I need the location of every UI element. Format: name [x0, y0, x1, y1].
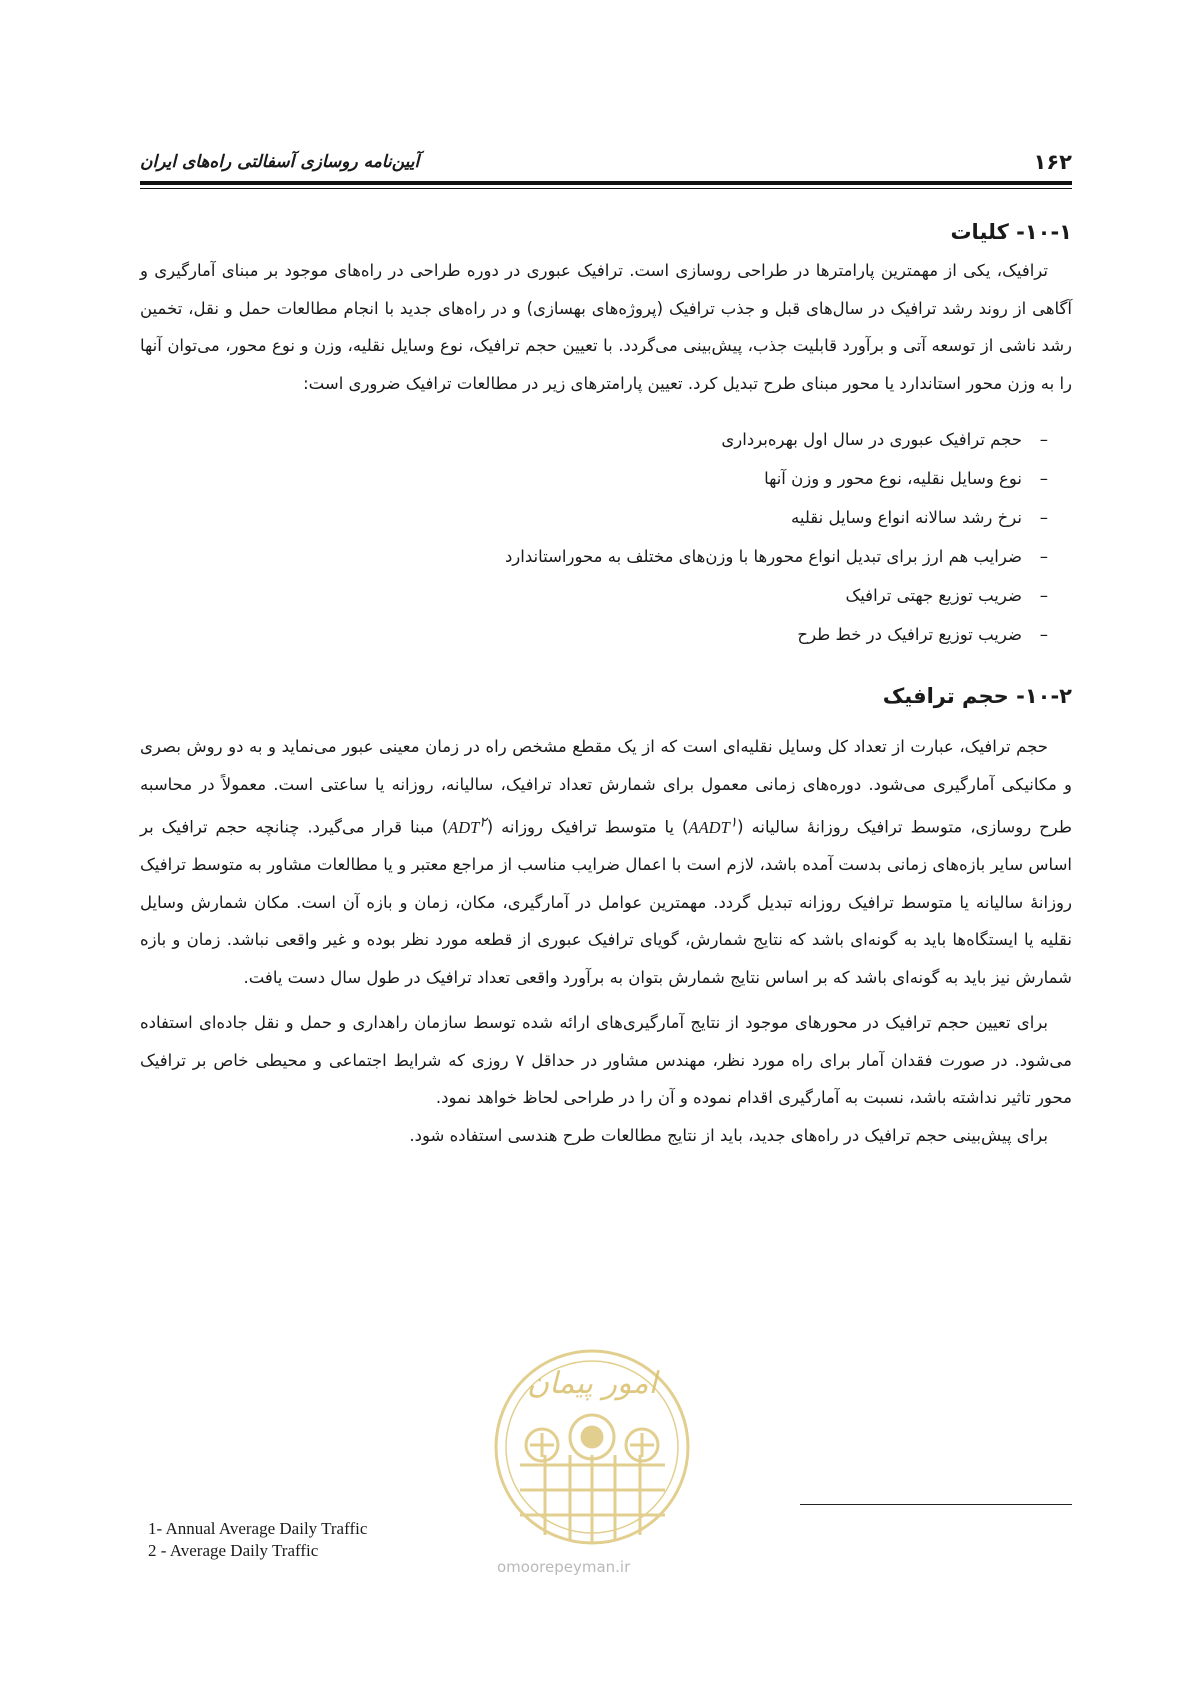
page-number: ۱۶۲ [1033, 150, 1072, 174]
list-item: –نرخ رشد سالانه انواع وسایل نقلیه [140, 498, 1048, 537]
page-header [140, 150, 1072, 180]
svg-text:امور پیمان: امور پیمان [527, 1366, 657, 1401]
footnote-mark-1: ۱ [729, 814, 738, 829]
dash-bullet: – [1039, 430, 1048, 449]
paragraph-existing-roads: برای تعیین حجم ترافیک در محورهای موجود از نتایج آمارگیری‌های ارائه شده توسط سازمان راهداری و حمل و نقل جاده‌ای استفاده می‌شود. در صورت فقدان آمار برای راه مورد نظر، مهندس مشاور در حداقل ۷ روزی که شرایط اجتماعی و محیطی خاص بر ترافیک محور تاثیر نداشته باشد، نسبت به آمارگیری اقدام نموده و آن را در طراحی لحاظ خواهد نمود. [140, 1013, 1072, 1107]
parameter-list [140, 420, 1072, 654]
header-rule-thick [140, 181, 1072, 185]
paragraph-new-roads: برای پیش‌بینی حجم ترافیک در راه‌های جدید، باید از نتایج مطالعات طرح هندسی استفاده شود. [409, 1125, 1048, 1145]
aadt-term: AADT$^۱$ [688, 814, 738, 837]
section-heading-generalities: ۱۰-۱- کلیات [950, 220, 1072, 244]
footnote-1: 1- Annual Average Daily Traffic [148, 1519, 368, 1538]
list-item: –ضرایب هم ارز برای تبدیل انواع محورها با وزن‌های مختلف به محوراستاندارد [140, 537, 1048, 576]
dash-bullet: – [1039, 469, 1048, 488]
list-item: –حجم ترافیک عبوری در سال اول بهره‌برداری [140, 420, 1048, 459]
footnotes [148, 1518, 367, 1562]
dash-bullet: – [1039, 508, 1048, 527]
footnote-separator [800, 1504, 1072, 1505]
watermark-website: omoorepeyman.ir [497, 1558, 631, 1576]
running-title: آیین‌نامه روسازی آسفالتی راه‌های ایران [140, 152, 420, 172]
main-content [140, 212, 1072, 1154]
dash-bullet: – [1039, 586, 1048, 605]
header-rule-thin [140, 188, 1072, 189]
list-item: –ضریب توزیع جهتی ترافیک [140, 576, 1048, 615]
list-item: –ضریب توزیع ترافیک در خط طرح [140, 615, 1048, 654]
watermark-logo [490, 1345, 695, 1550]
section-heading-traffic-volume: ۱۰-۲- حجم ترافیک [882, 684, 1072, 708]
paragraph-traffic-volume: حجم ترافیک، عبارت از تعداد کل وسایل نقلیه‌ای است که از یک مقطع مشخص راه در زمان معینی عبور می‌نماید و به دو روش بصری و مکانیکی آمارگیری می‌شود. دوره‌های زمانی معمول برای شمارش تعداد ترافیک، سالیانه، روزانه یا ساعتی است. معمولاً در محاسبه طرح روسازی، متوسط ترافیک روزانهٔ سالیانه (AADT$^۱$) یا متوسط ترافیک روزانه (ADT$^۲$) مبنا قرار می‌گیرد. چنانچه حجم ترافیک بر اساس سایر بازه‌های زمانی بدست آمده باشد، لازم است با اعمال ضرایب مناسب از مراجع معتبر و یا مطالعات مشاور به متوسط ترافیک روزانهٔ سالیانه یا متوسط ترافیک روزانه تبدیل گردد. مهمترین عوامل در آمارگیری، مکان، زمان و بازه آن است. مکان شمارش وسایل نقلیه یا ایستگاه‌ها باید به گونه‌ای باشد که نتایج شمارش، گویای ترافیک عبوری از قطعه مورد نظر بوده و غیر واقعی نباشد. زمان و بازه شمارش نیز باید به گونه‌ای باشد که بر اساس نتایج شمارش بتوان به برآورد واقعی تعداد ترافیک در طول سال دست یافت. [140, 737, 1072, 987]
paragraph-generalities: ترافیک، یکی از مهمترین پارامترها در طراحی روسازی است. ترافیک عبوری در دوره طراحی در راه‌های موجود بر مبنای آمارگیری و آگاهی از روند رشد ترافیک در سال‌های قبل و جذب ترافیک (پروژه‌های بهسازی) و در راه‌های جدید با انجام مطالعات حمل و نقل، تخمین رشد ناشی از توسعه آتی و برآورد قابلیت جذب، پیش‌بینی می‌گردد. با تعیین حجم ترافیک، نوع وسایل نقلیه، وزن و نوع محور، می‌توان آنها را به وزن محور استاندارد یا محور مبنای طرح تبدیل کرد. تعیین پارامترهای زیر در مطالعات ترافیک ضروری است: [140, 261, 1072, 393]
dash-bullet: – [1039, 625, 1048, 644]
footnote-mark-2: ۲ [479, 814, 487, 829]
dash-bullet: – [1039, 547, 1048, 566]
footnote-2: 2 - Average Daily Traffic [148, 1541, 319, 1560]
list-item: –نوع وسایل نقلیه، نوع محور و وزن آنها [140, 459, 1048, 498]
adt-term: ADT$^۲$ [448, 814, 487, 837]
